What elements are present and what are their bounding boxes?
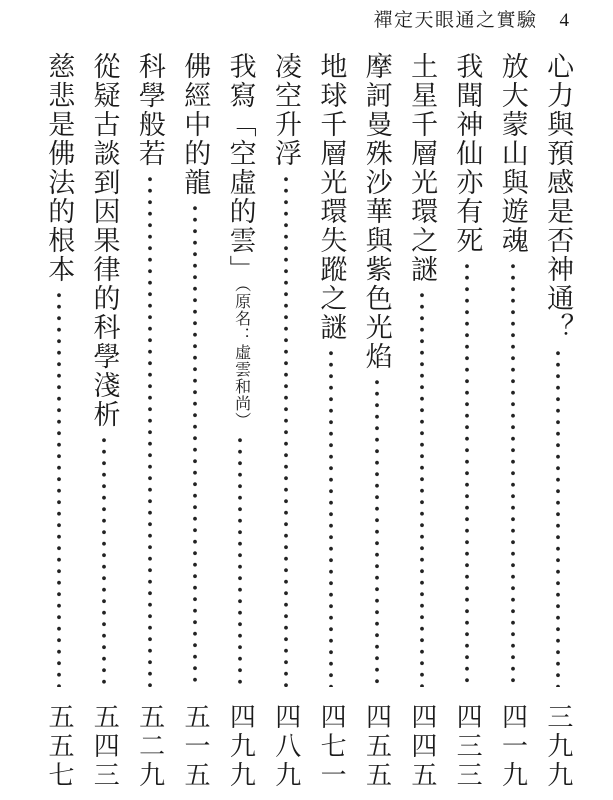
dot-leader: [193, 206, 197, 687]
toc-entry-title-text: 從疑古談到因果律的科學淺析: [89, 52, 120, 429]
toc-entry-title-text: 科學般若: [134, 52, 165, 168]
toc-page-number: 四一九: [498, 703, 528, 790]
toc-page-number: 四七一: [317, 703, 347, 790]
toc-entry: [178, 52, 212, 795]
toc-entry-title: [496, 52, 528, 255]
dot-leader: [284, 177, 288, 687]
toc-entry-title-text: 佛經中的龍: [180, 52, 211, 197]
dot-leader: [465, 264, 469, 687]
toc-entry: [87, 52, 121, 795]
toc-entry: [269, 52, 303, 795]
toc-entry-title: [134, 52, 166, 168]
toc-page-number: 四九九: [226, 703, 256, 790]
toc-page-number: 五二九: [135, 703, 165, 790]
toc-entry-title-text: 放大蒙山與遊魂: [497, 52, 528, 255]
dot-leader: [556, 351, 560, 687]
toc-entry-title-text: 土星千層光環之謎: [407, 52, 438, 284]
dot-leader: [238, 438, 242, 687]
toc-page-number: 五五七: [44, 703, 74, 790]
toc-entry: [314, 52, 348, 795]
toc-entry-title-text: 摩訶曼殊沙華與紫色光焰: [361, 52, 392, 371]
dot-leader: [420, 293, 424, 687]
toc-entry-title: [451, 52, 483, 255]
toc-page-number: 五四三: [90, 703, 120, 790]
dot-leader: [375, 380, 379, 687]
toc-entry: [223, 52, 257, 795]
toc-entry: [450, 52, 484, 795]
toc-entry-title: [315, 52, 347, 342]
toc-page-number: 四三三: [453, 703, 483, 790]
dot-leader: [148, 177, 152, 687]
toc-entry-title-text: 地球千層光環失蹤之謎: [316, 52, 347, 342]
header-page-number: 4: [559, 10, 569, 31]
table-of-contents: [42, 52, 575, 795]
toc-page-number: 五一五: [181, 703, 211, 790]
toc-entry-title-text: 心力與預感是否神通？: [543, 52, 574, 342]
toc-entry-title-text: 凌空升浮: [270, 52, 301, 168]
toc-page-number: 三九九: [543, 703, 573, 790]
toc-page-number: 四五五: [362, 703, 392, 790]
toc-entry-title: [270, 52, 302, 168]
toc-entry-title: [542, 52, 574, 342]
dot-leader: [511, 264, 515, 687]
toc-entry: [133, 52, 167, 795]
toc-entry: [360, 52, 394, 795]
toc-page-number: 四四五: [407, 703, 437, 790]
toc-entry-title: [360, 52, 392, 371]
toc-entry-title-text: 我寫「空虛的雲」: [225, 52, 256, 284]
page-header: [373, 5, 569, 32]
toc-entry: [496, 52, 530, 795]
toc-entry-title: [43, 52, 75, 284]
dot-leader: [102, 438, 106, 687]
toc-entry-title: [406, 52, 438, 284]
toc-entry: [405, 52, 439, 795]
book-title: 禪定天眼通之實驗: [373, 10, 538, 31]
toc-entry-annotation: （原名：虛雲和尚）: [232, 284, 250, 429]
toc-entry: [42, 52, 76, 795]
toc-entry-title-text: 我聞神仙亦有死: [452, 52, 483, 255]
toc-entry-title: [179, 52, 211, 197]
dot-leader: [329, 351, 333, 687]
dot-leader: [57, 293, 61, 687]
toc-entry-title-text: 慈悲是佛法的根本: [44, 52, 75, 284]
toc-page-number: 四八九: [271, 703, 301, 790]
toc-entry-title: [88, 52, 120, 429]
toc-entry: [541, 52, 575, 795]
toc-entry-title: [224, 52, 256, 429]
